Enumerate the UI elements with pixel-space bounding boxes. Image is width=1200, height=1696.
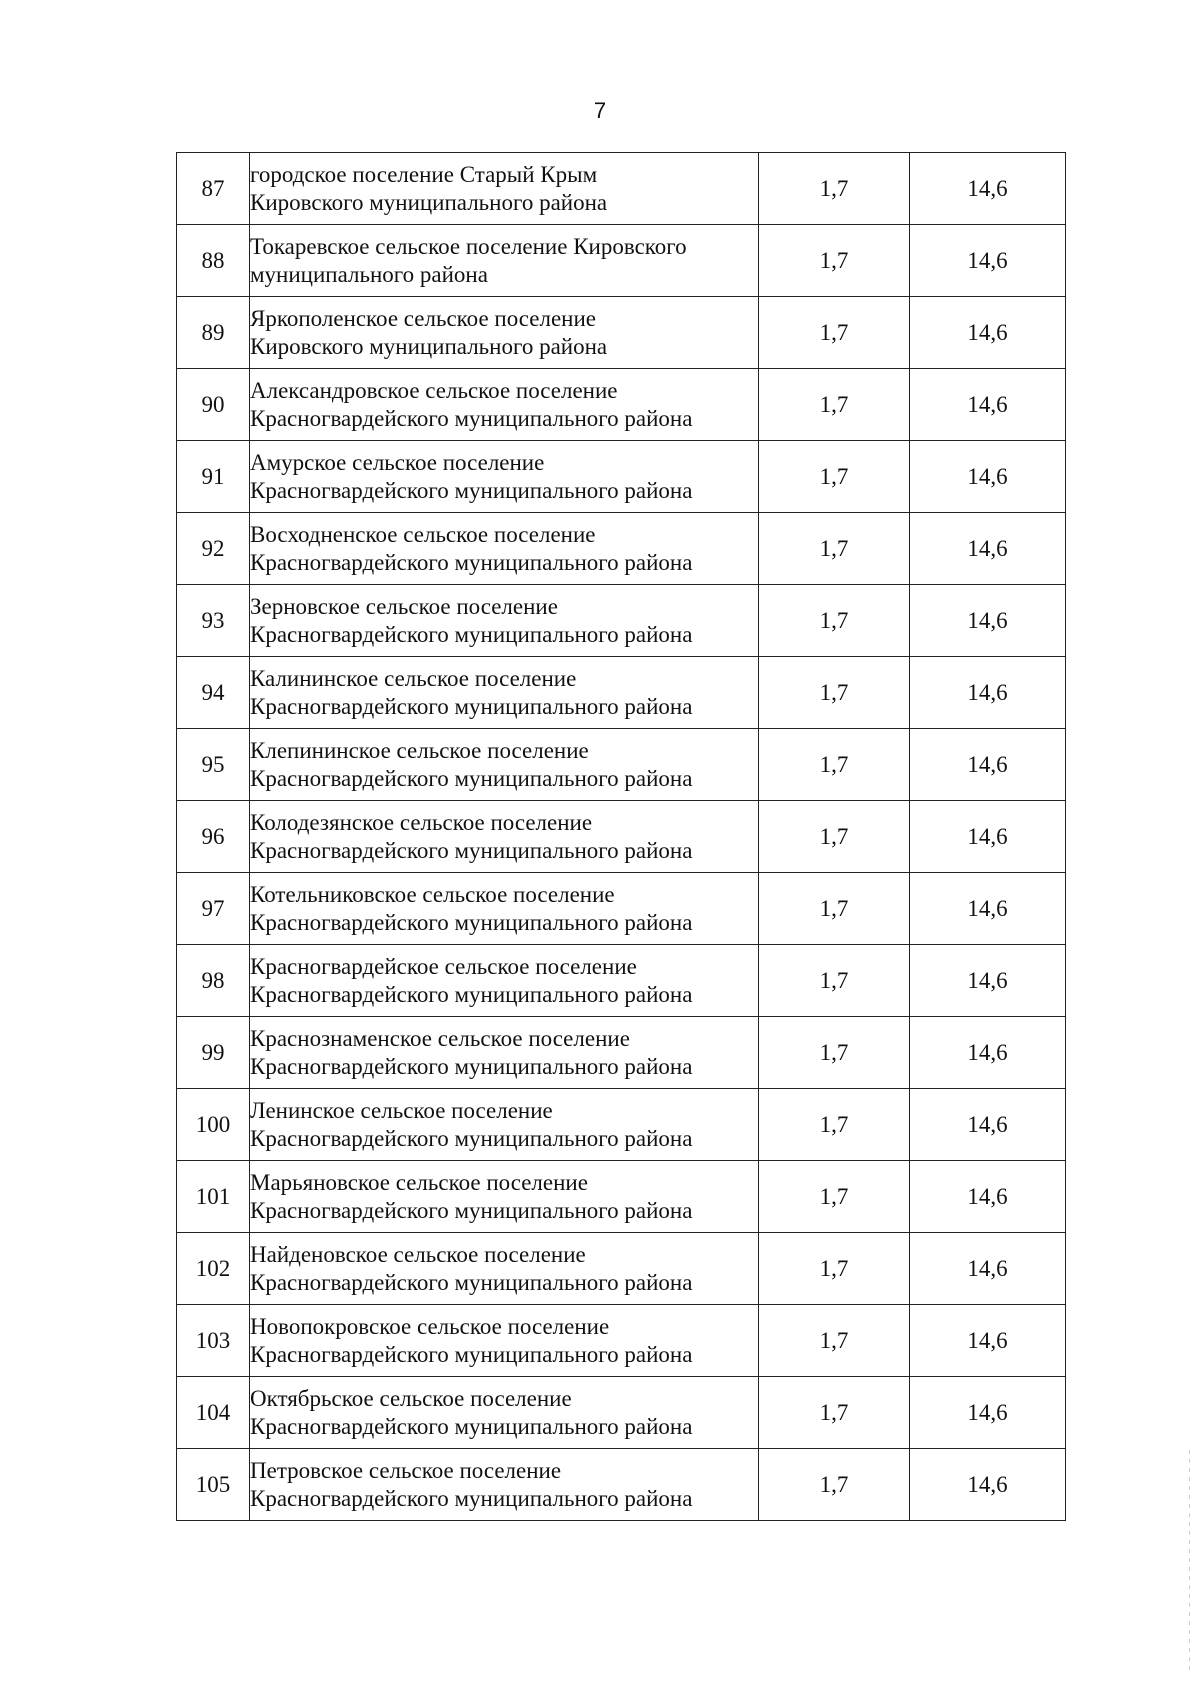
settlements-table <box>176 152 1066 1521</box>
value-cell-2: 14,6 <box>910 729 1066 801</box>
row-number-cell: 88 <box>177 225 250 297</box>
settlement-name-cell <box>250 225 759 297</box>
row-number-cell: 100 <box>177 1089 250 1161</box>
row-number-cell: 96 <box>177 801 250 873</box>
settlement-name-cell <box>250 513 759 585</box>
page-number: 7 <box>593 98 607 123</box>
table-row <box>177 225 1066 297</box>
row-number-cell: 94 <box>177 657 250 729</box>
settlement-name-line-1: Ленинское сельское поселение <box>250 1097 553 1123</box>
settlement-name-cell <box>250 153 759 225</box>
settlement-name-line-2: Красногвардейского муниципального района <box>250 1269 693 1295</box>
value-cell-2: 14,6 <box>910 1161 1066 1233</box>
settlement-name-line-2: Красногвардейского муниципального района <box>250 1341 693 1367</box>
settlement-name-line-2: Красногвардейского муниципального района <box>250 549 693 575</box>
value-cell-1: 1,7 <box>759 1089 910 1161</box>
settlement-name-cell <box>250 1089 759 1161</box>
settlement-name-cell <box>250 729 759 801</box>
table-body <box>177 153 1066 1521</box>
row-number-cell: 99 <box>177 1017 250 1089</box>
settlement-name-line-1: Петровское сельское поселение <box>250 1457 562 1483</box>
row-number-cell: 101 <box>177 1161 250 1233</box>
row-number-cell: 105 <box>177 1449 250 1521</box>
settlement-name-cell <box>250 1377 759 1449</box>
settlement-name-line-1: Зерновское сельское поселение <box>250 593 558 619</box>
value-cell-1: 1,7 <box>759 729 910 801</box>
value-cell-1: 1,7 <box>759 369 910 441</box>
settlement-name-line-1: Колодезянское сельское поселение <box>250 809 593 835</box>
value-cell-2: 14,6 <box>910 1017 1066 1089</box>
row-number-cell: 91 <box>177 441 250 513</box>
settlement-name-cell <box>250 1017 759 1089</box>
settlement-name-cell <box>250 801 759 873</box>
table-row <box>177 1089 1066 1161</box>
settlement-name-cell <box>250 1305 759 1377</box>
settlement-name-line-2: Красногвардейского муниципального района <box>250 621 693 647</box>
table-row <box>177 585 1066 657</box>
value-cell-1: 1,7 <box>759 1233 910 1305</box>
value-cell-2: 14,6 <box>910 1377 1066 1449</box>
settlement-name-cell <box>250 441 759 513</box>
table-row <box>177 1233 1066 1305</box>
value-cell-1: 1,7 <box>759 657 910 729</box>
value-cell-1: 1,7 <box>759 441 910 513</box>
table-row <box>177 153 1066 225</box>
settlement-name-line-2: Красногвардейского муниципального района <box>250 981 693 1007</box>
settlement-name-line-1: Токаревское сельское поселение Кировского <box>250 233 687 259</box>
row-number-cell: 92 <box>177 513 250 585</box>
settlement-name-line-2: Красногвардейского муниципального района <box>250 1485 693 1511</box>
value-cell-1: 1,7 <box>759 513 910 585</box>
row-number-cell: 89 <box>177 297 250 369</box>
settlement-name-cell <box>250 369 759 441</box>
table-row <box>177 1377 1066 1449</box>
settlement-name-line-2: Красногвардейского муниципального района <box>250 1125 693 1151</box>
value-cell-2: 14,6 <box>910 1233 1066 1305</box>
settlement-name-cell <box>250 873 759 945</box>
settlement-name-line-2: Красногвардейского муниципального района <box>250 765 693 791</box>
value-cell-2: 14,6 <box>910 225 1066 297</box>
settlement-name-line-1: Новопокровское сельское поселение <box>250 1313 610 1339</box>
value-cell-1: 1,7 <box>759 873 910 945</box>
value-cell-1: 1,7 <box>759 1377 910 1449</box>
table-row <box>177 441 1066 513</box>
value-cell-2: 14,6 <box>910 657 1066 729</box>
table-row <box>177 657 1066 729</box>
settlement-name-line-1: Октябрьское сельское поселение <box>250 1385 572 1411</box>
value-cell-2: 14,6 <box>910 1449 1066 1521</box>
settlement-name-line-1: Калининское сельское поселение <box>250 665 577 691</box>
value-cell-2: 14,6 <box>910 369 1066 441</box>
settlement-name-line-2: Красногвардейского муниципального района <box>250 405 693 431</box>
settlement-name-line-2: Красногвардейского муниципального района <box>250 1413 693 1439</box>
value-cell-2: 14,6 <box>910 153 1066 225</box>
settlement-name-line-1: Котельниковское сельское поселение <box>250 881 615 907</box>
value-cell-2: 14,6 <box>910 297 1066 369</box>
settlement-name-line-1: Краснознаменское сельское поселение <box>250 1025 630 1051</box>
settlement-name-line-1: Амурское сельское поселение <box>250 449 545 475</box>
settlement-name-line-1: городское поселение Старый Крым <box>250 161 598 187</box>
table-row <box>177 945 1066 1017</box>
table-row <box>177 369 1066 441</box>
settlement-name-line-2: Красногвардейского муниципального района <box>250 909 693 935</box>
value-cell-2: 14,6 <box>910 1089 1066 1161</box>
table-row <box>177 1161 1066 1233</box>
table-row <box>177 1305 1066 1377</box>
table-row <box>177 297 1066 369</box>
settlement-name-line-1: Марьяновское сельское поселение <box>250 1169 588 1195</box>
row-number-cell: 102 <box>177 1233 250 1305</box>
row-number-cell: 93 <box>177 585 250 657</box>
settlement-name-line-2: Красногвардейского муниципального района <box>250 1197 693 1223</box>
value-cell-2: 14,6 <box>910 585 1066 657</box>
value-cell-1: 1,7 <box>759 153 910 225</box>
value-cell-1: 1,7 <box>759 945 910 1017</box>
row-number-cell: 104 <box>177 1377 250 1449</box>
settlement-name-line-1: Найденовское сельское поселение <box>250 1241 586 1267</box>
settlement-name-line-2: Красногвардейского муниципального района <box>250 693 693 719</box>
table-row <box>177 873 1066 945</box>
settlement-name-line-1: Красногвардейское сельское поселение <box>250 953 637 979</box>
settlement-name-cell <box>250 657 759 729</box>
value-cell-2: 14,6 <box>910 945 1066 1017</box>
row-number-cell: 98 <box>177 945 250 1017</box>
value-cell-1: 1,7 <box>759 1161 910 1233</box>
row-number-cell: 87 <box>177 153 250 225</box>
settlement-name-line-2: Кировского муниципального района <box>250 333 608 359</box>
table-row <box>177 513 1066 585</box>
row-number-cell: 103 <box>177 1305 250 1377</box>
value-cell-1: 1,7 <box>759 1305 910 1377</box>
scan-edge-mark <box>1189 1450 1190 1670</box>
settlement-name-cell <box>250 945 759 1017</box>
value-cell-2: 14,6 <box>910 441 1066 513</box>
value-cell-2: 14,6 <box>910 513 1066 585</box>
settlement-name-line-2: Кировского муниципального района <box>250 189 608 215</box>
settlement-name-line-1: Александровское сельское поселение <box>250 377 618 403</box>
settlement-name-cell <box>250 297 759 369</box>
row-number-cell: 97 <box>177 873 250 945</box>
value-cell-1: 1,7 <box>759 585 910 657</box>
settlement-name-cell <box>250 1233 759 1305</box>
table-row <box>177 1449 1066 1521</box>
settlement-name-line-1: Восходненское сельское поселение <box>250 521 596 547</box>
settlement-name-line-2: муниципального района <box>250 261 488 287</box>
table-row <box>177 801 1066 873</box>
value-cell-1: 1,7 <box>759 225 910 297</box>
settlement-name-cell <box>250 1161 759 1233</box>
table-row <box>177 729 1066 801</box>
value-cell-2: 14,6 <box>910 873 1066 945</box>
table-row <box>177 1017 1066 1089</box>
settlement-name-cell <box>250 585 759 657</box>
settlement-name-line-2: Красногвардейского муниципального района <box>250 1053 693 1079</box>
settlement-name-cell <box>250 1449 759 1521</box>
value-cell-2: 14,6 <box>910 801 1066 873</box>
row-number-cell: 95 <box>177 729 250 801</box>
settlement-name-line-2: Красногвардейского муниципального района <box>250 477 693 503</box>
value-cell-1: 1,7 <box>759 297 910 369</box>
row-number-cell: 90 <box>177 369 250 441</box>
settlement-name-line-1: Яркополенское сельское поселение <box>250 305 597 331</box>
settlement-name-line-2: Красногвардейского муниципального района <box>250 837 693 863</box>
value-cell-2: 14,6 <box>910 1305 1066 1377</box>
value-cell-1: 1,7 <box>759 1449 910 1521</box>
value-cell-1: 1,7 <box>759 801 910 873</box>
settlement-name-line-1: Клепининское сельское поселение <box>250 737 589 763</box>
value-cell-1: 1,7 <box>759 1017 910 1089</box>
